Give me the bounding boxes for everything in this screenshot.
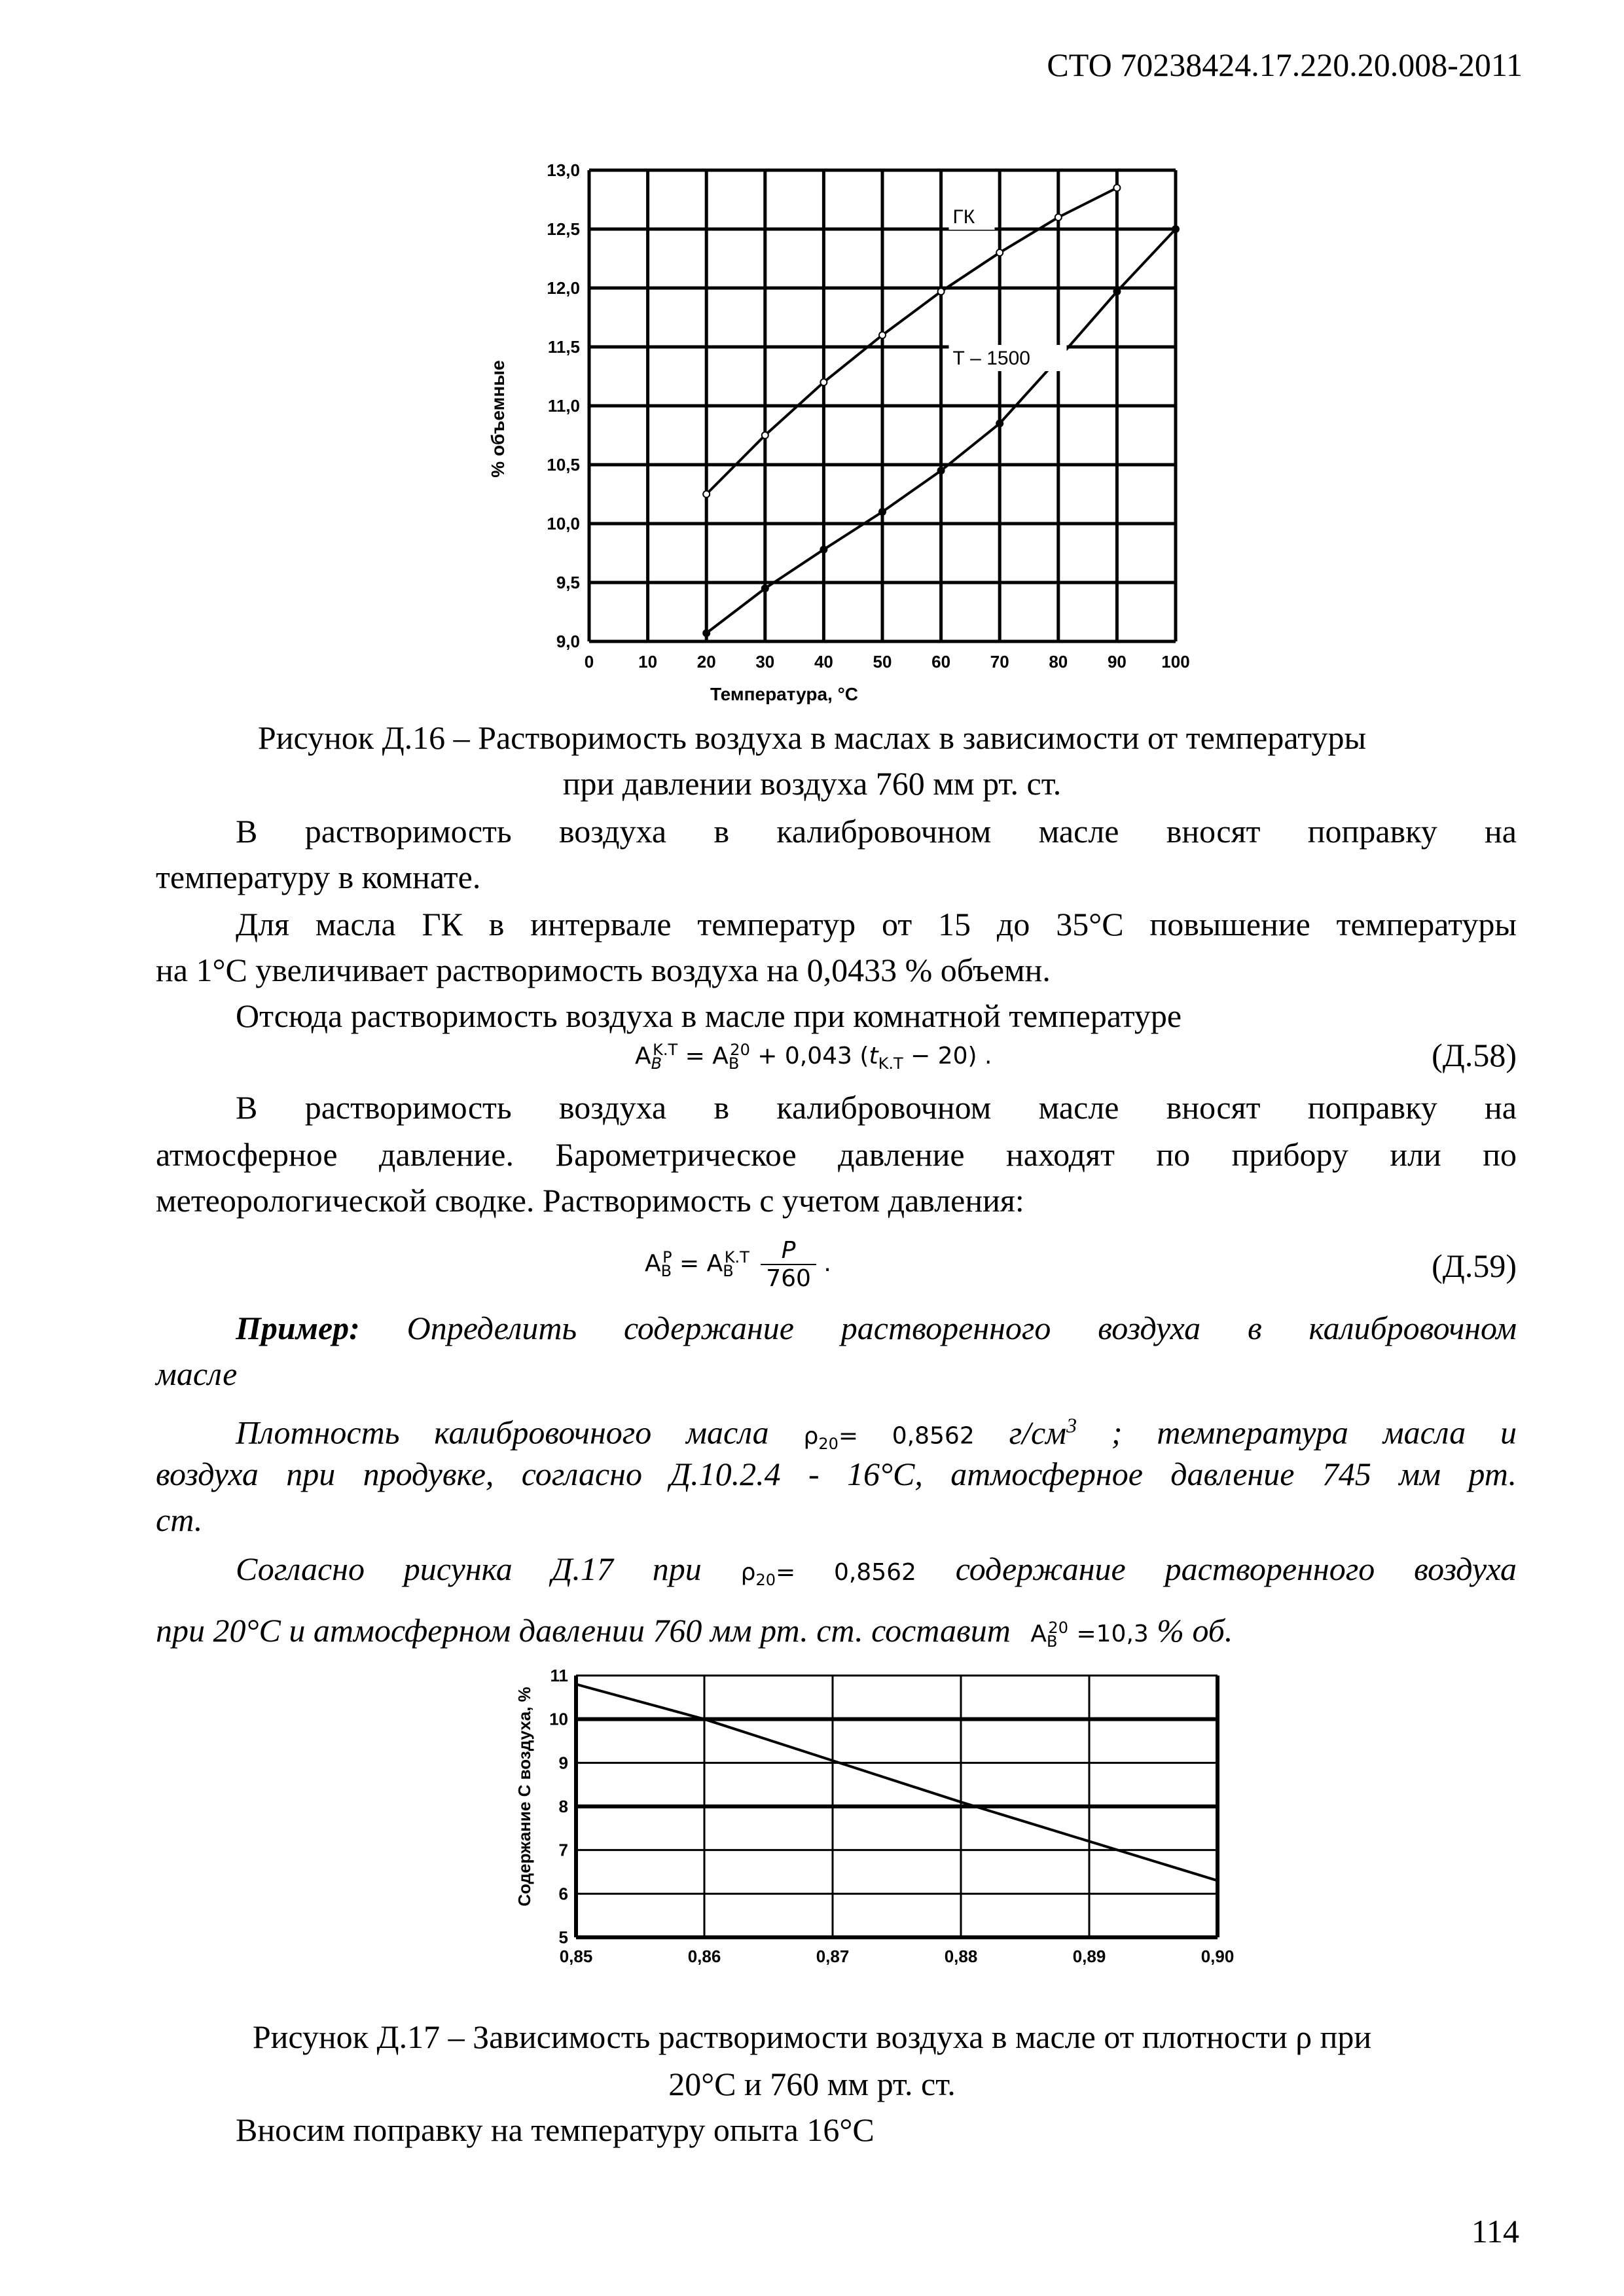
figure-ref-line2-text: при 20°С и атмосферном давлении 760 мм рт. ст. составит xyxy=(156,1612,1011,1649)
chart-d17-x-tick: 0,88 xyxy=(944,1946,978,1966)
chart-d17-x-tick: 0,90 xyxy=(1200,1946,1235,1966)
chart-d16-x-tick: 10 xyxy=(638,652,658,672)
chart-d16-x-tick: 40 xyxy=(814,652,833,672)
figure-ref-text-tail: содержание растворенного воздуха xyxy=(955,1551,1517,1587)
chart-d16-point xyxy=(938,467,945,474)
paragraph-temperature-correction-line2: температуру в комнате. xyxy=(156,859,481,895)
example-line1 xyxy=(236,1304,1517,1353)
chart-d16-grid xyxy=(589,170,1176,641)
example-text: Определить содержание растворенного воздуха в калибровочном xyxy=(406,1310,1517,1346)
equation-d59: $A_B^P = A_B^{K.T}$ $\frac{P}{760}$ . xyxy=(645,1237,831,1292)
chart-d16-point xyxy=(1113,288,1120,295)
rho20-ref: $\rho_{20}$ xyxy=(740,1559,776,1590)
paragraph-pressure-line2: атмосферное давление. Барометрическое давление находят по прибору или по xyxy=(156,1136,1517,1173)
chart-d16-point xyxy=(820,547,827,553)
example-line2: масле xyxy=(156,1355,238,1392)
chart-d16-ticks xyxy=(547,160,1189,672)
figure-d17-caption-line1: Рисунок Д.17 – Зависимость растворимости воздуха в масле от плотности ρ при xyxy=(252,2018,1372,2055)
paragraph-temperature-correction-line1: В растворимость воздуха в калибровочном масле вносят поправку на xyxy=(236,813,1517,850)
chart-d16-y-tick: 10,0 xyxy=(547,514,580,533)
chart-d16-point xyxy=(879,332,886,338)
paragraph-room-temperature: Отсюда растворимость воздуха в масле при комнатной температуре xyxy=(236,997,1182,1034)
chart-d16-point xyxy=(820,379,827,386)
figure-d17-caption-line2: 20°С и 760 мм рт. ст. xyxy=(668,2066,956,2102)
chart-d16-x-tick: 20 xyxy=(696,652,716,672)
figure-d16-caption-line1: Рисунок Д.16 – Растворимость воздуха в маслах в зависимости от температуры xyxy=(257,719,1367,756)
chart-d16-series-label: Т – 1500 xyxy=(952,348,1030,369)
document-code: СТО 70238424.17.220.20.008-2011 xyxy=(1047,46,1523,83)
chart-d17-ticks xyxy=(549,1666,1234,1966)
chart-d16-y-tick: 12,5 xyxy=(547,219,580,239)
ab20-value: =10,3 xyxy=(1076,1621,1149,1647)
chart-d16-point xyxy=(879,509,886,515)
example-label: Пример: xyxy=(236,1310,360,1346)
chart-d16-y-tick: 11,0 xyxy=(547,396,580,416)
chart-d16-y-tick: 9,5 xyxy=(556,573,580,592)
chart-d17-y-tick: 11 xyxy=(550,1666,568,1685)
chart-d16-point xyxy=(1113,185,1120,191)
chart-d16-point xyxy=(703,630,710,636)
chart-d16-series-label: ГК xyxy=(952,206,975,228)
chart-d17-y-tick: 10 xyxy=(549,1709,568,1729)
chart-d16-x-tick: 90 xyxy=(1107,652,1127,672)
paragraph-gk-oil-line1: Для масла ГК в интервале температур от 15 до 35°С повышение температуры xyxy=(236,906,1517,942)
chart-d17-series xyxy=(576,1684,1218,1880)
ab20-symbol: $A_B^{20}$ xyxy=(1030,1619,1068,1651)
chart-d16-point xyxy=(996,420,1003,427)
chart-d16-x-tick: 70 xyxy=(990,652,1009,672)
chart-d16-y-axis-label: % объемные xyxy=(488,360,508,478)
chart-d16-point xyxy=(703,491,710,497)
chart-d17-y-axis-label: Содержание С воздуха, % xyxy=(514,1687,534,1907)
paragraph-gk-oil-line2: на 1°С увеличивает растворимость воздуха на 0,0433 % объемн. xyxy=(156,952,1051,988)
equation-d58: $A_B^{K.T} = A_B^{20} + 0,043$ $(t_{K.T} - 20)$ . xyxy=(635,1041,992,1073)
chart-d17-y-tick: 7 xyxy=(558,1840,568,1860)
chart-d17-grid xyxy=(576,1676,1218,1937)
figure-ref-unit: % об. xyxy=(1157,1612,1233,1649)
chart-d16-x-tick: 100 xyxy=(1161,652,1190,672)
chart-d16-y-tick: 11,5 xyxy=(547,337,580,357)
rho20-value: = 0,8562 xyxy=(838,1422,975,1450)
density-unit: $г/см^3$ xyxy=(1009,1413,1077,1451)
chart-d16-point xyxy=(1172,226,1179,232)
chart-d16-y-tick: 13,0 xyxy=(547,160,580,180)
density-text: Плотность калибровочного масла xyxy=(236,1414,769,1451)
chart-d16-point xyxy=(762,432,768,439)
rho20-ref-value: = 0,8562 xyxy=(776,1559,916,1586)
chart-d17-y-tick: 5 xyxy=(558,1928,568,1947)
chart-d16-point xyxy=(938,288,945,295)
chart-d16-point xyxy=(762,585,768,592)
chart-d17 xyxy=(497,1656,1235,1983)
chart-d17-x-tick: 0,87 xyxy=(816,1946,850,1966)
figure-ref-text: Согласно рисунка Д.17 при xyxy=(236,1551,702,1587)
chart-d16-y-tick: 10,5 xyxy=(547,455,580,475)
paragraph-density-line3: ст. xyxy=(156,1501,203,1538)
chart-d17-x-tick: 0,86 xyxy=(687,1946,721,1966)
chart-d16-y-tick: 12,0 xyxy=(547,278,580,298)
chart-d17-y-tick: 8 xyxy=(558,1797,568,1816)
figure-d16-caption-line2: при давлении воздуха 760 мм рт. ст. xyxy=(562,765,1062,802)
chart-d16 xyxy=(458,144,1211,720)
paragraph-pressure-line3: метеорологической сводке. Растворимость с учетом давления: xyxy=(156,1182,1024,1219)
chart-d16-x-tick: 60 xyxy=(931,652,951,672)
paragraph-experiment-temperature: Вносим поправку на температуру опыта 16°С xyxy=(236,2111,875,2148)
chart-d16-series-line xyxy=(706,188,1117,494)
chart-d17-y-tick: 9 xyxy=(558,1753,568,1773)
chart-d16-point xyxy=(996,249,1003,256)
chart-d17-y-tick: 6 xyxy=(558,1884,568,1904)
paragraph-pressure-line1: В растворимость воздуха в калибровочном масле вносят поправку на xyxy=(236,1089,1517,1126)
paragraph-figure-ref-line1 xyxy=(236,1545,1517,1605)
chart-d16-point xyxy=(1055,214,1062,221)
equation-d59-number: (Д.59) xyxy=(1432,1247,1517,1284)
chart-d17-x-tick: 0,85 xyxy=(559,1946,593,1966)
rho20-symbol: $\rho_{20}$ xyxy=(803,1422,839,1453)
chart-d16-x-tick: 30 xyxy=(755,652,775,672)
equation-d58-number: (Д.58) xyxy=(1432,1037,1517,1073)
chart-d16-x-tick: 0 xyxy=(584,652,594,672)
page-number: 114 xyxy=(1471,2213,1519,2250)
chart-d16-x-tick: 80 xyxy=(1049,652,1068,672)
chart-d16-x-tick: 50 xyxy=(873,652,892,672)
chart-d17-series-line xyxy=(576,1684,1218,1880)
paragraph-density-line2: воздуха при продувке, согласно Д.10.2.4 - 16°С, атмосферное давление 745 мм рт. xyxy=(156,1456,1517,1492)
chart-d17-x-tick: 0,89 xyxy=(1072,1946,1106,1966)
chart-d16-y-tick: 9,0 xyxy=(556,632,580,651)
density-text-tail: ; температура масла и xyxy=(1111,1414,1517,1451)
chart-d16-x-axis-label: Температура, °С xyxy=(710,684,859,704)
